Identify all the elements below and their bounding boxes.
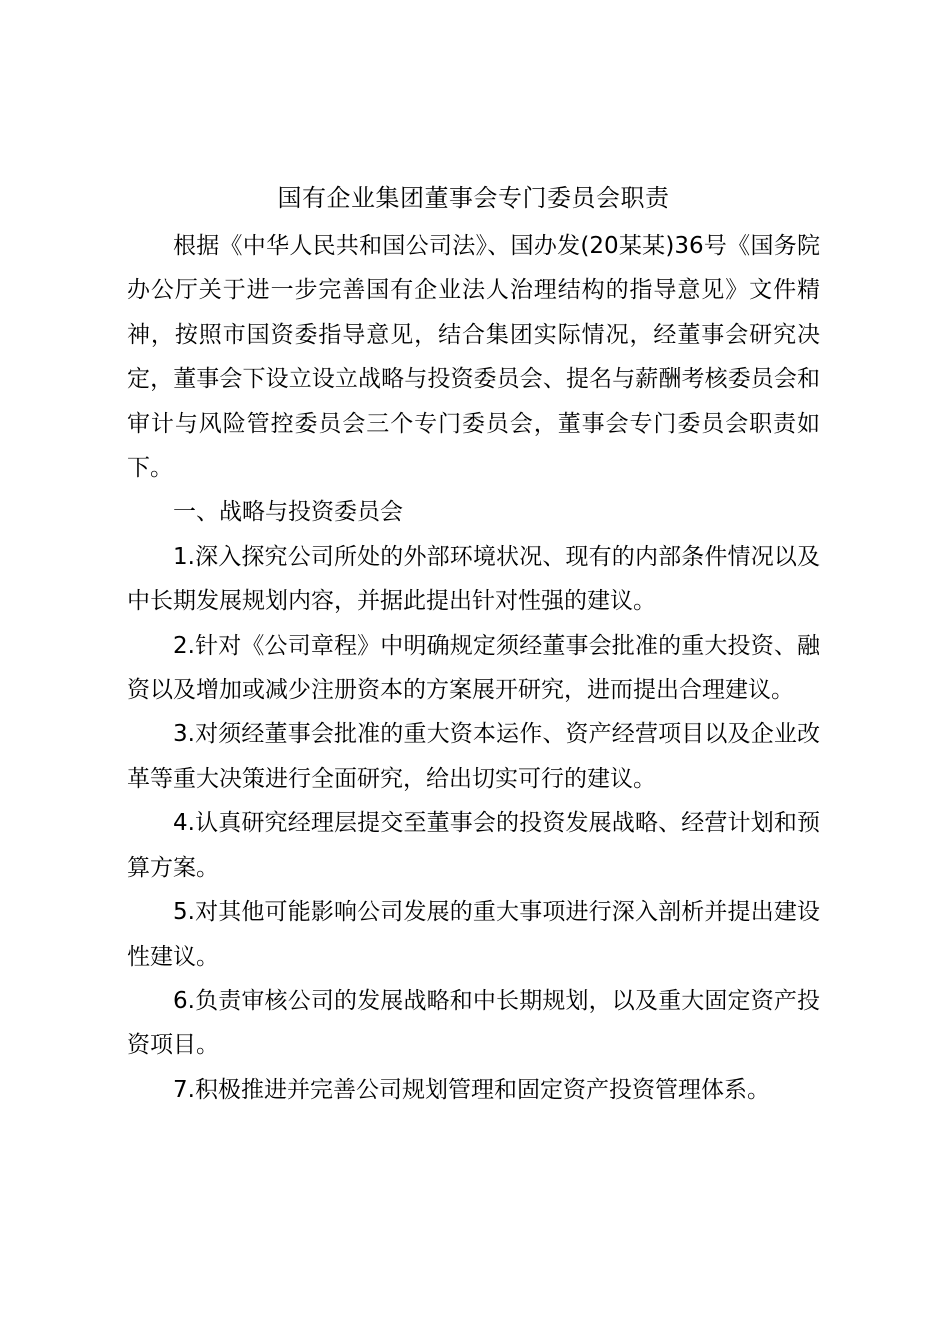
duty-item-3: 3.对须经董事会批准的重大资本运作、资产经营项目以及企业改革等重大决策进行全面研究，给出切实可行的建议。: [127, 721, 820, 792]
duty-item-4: 4.认真研究经理层提交至董事会的投资发展战略、经营计划和预算方案。: [127, 810, 820, 881]
duty-item-2: 2.针对《公司章程》中明确规定须经董事会批准的重大投资、融资以及增加或减少注册资本的方案展开研究，进而提出合理建议。: [127, 632, 820, 704]
duty-item-1: 1.深入探究公司所处的外部环境状况、现有的内部条件情况以及中长期发展规划内容，并据此提出针对性强的建议。: [127, 543, 820, 615]
duty-item-7: 7.积极推进并完善公司规划管理和固定资产投资管理体系。: [173, 1076, 770, 1103]
document-title: 国有企业集团董事会专门委员会职责: [277, 184, 670, 212]
section-heading-strategy-investment: 一、战略与投资委员会: [173, 499, 403, 526]
document-body: [127, 224, 820, 1112]
intro-paragraph: 根据《中华人民共和国公司法》、国办发(20某某)36号《国务院办公厅关于进一步完善国有企业法人治理结构的指导意见》文件精神，按照市国资委指导意见，结合集团实际情况，经董事会研究决定，董事会下设立设立战略与投资委员会、提名与薪酬考核委员会和审计与风险管控委员会三个专门委员会，董事会专门委员会职责如下。: [127, 233, 820, 482]
duty-item-5: 5.对其他可能影响公司发展的重大事项进行深入剖析并提出建设性建议。: [127, 899, 820, 970]
duty-item-6: 6.负责审核公司的发展战略和中长期规划，以及重大固定资产投资项目。: [127, 987, 820, 1059]
